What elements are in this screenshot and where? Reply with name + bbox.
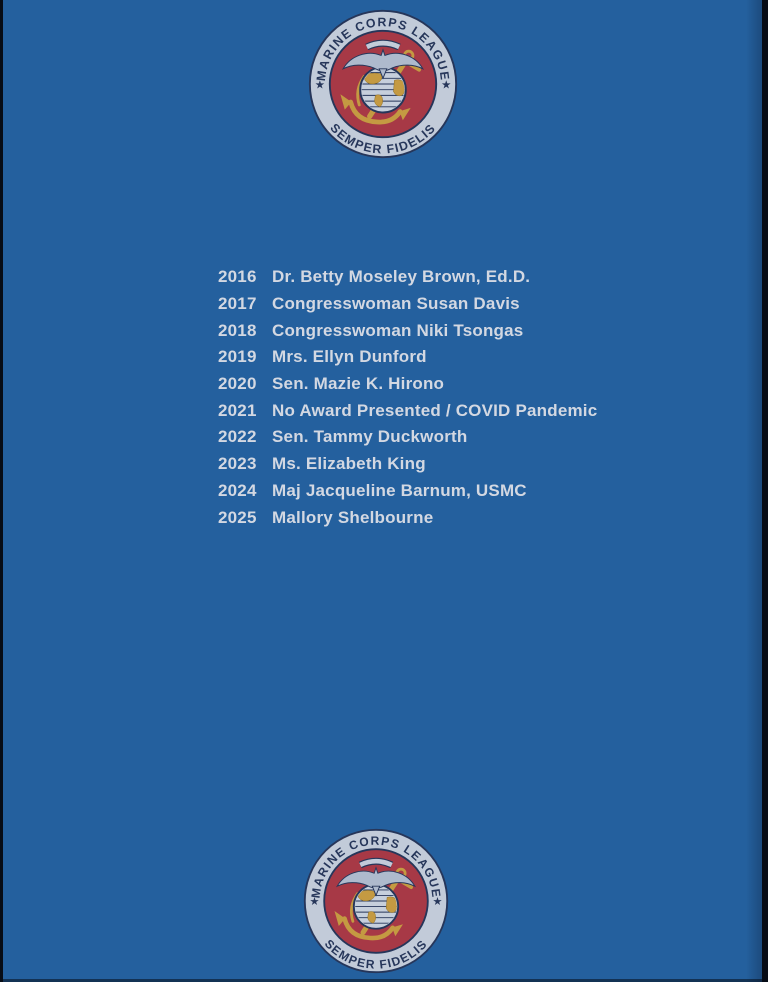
award-year: 2023 — [218, 454, 257, 474]
page-edge-right — [762, 0, 768, 982]
award-row — [218, 397, 597, 424]
award-year: 2024 — [218, 480, 257, 500]
award-year: 2021 — [218, 400, 257, 420]
award-row — [218, 344, 597, 371]
mcl-seal-top — [307, 8, 459, 160]
mcl-seal-logo — [302, 827, 450, 975]
award-year: 2022 — [218, 427, 257, 447]
award-recipient: Maj Jacqueline Barnum, USMC — [272, 480, 527, 500]
award-year: 2020 — [218, 374, 257, 394]
mcl-seal-logo — [307, 8, 459, 160]
mcl-seal-bottom — [302, 827, 450, 975]
award-year: 2019 — [218, 347, 257, 367]
award-year: 2017 — [218, 294, 257, 314]
page-right-shadow — [746, 0, 762, 982]
award-recipient: Ms. Elizabeth King — [272, 454, 426, 474]
page-edge-left — [0, 0, 3, 982]
awards-list — [218, 264, 597, 531]
award-row — [218, 317, 597, 344]
award-row — [218, 371, 597, 398]
award-recipient: Sen. Tammy Duckworth — [272, 427, 468, 447]
award-recipient: Congresswoman Susan Davis — [272, 294, 520, 314]
award-row — [218, 478, 597, 505]
award-year: 2016 — [218, 267, 257, 287]
award-year: 2025 — [218, 507, 257, 527]
award-row — [218, 264, 597, 291]
award-recipient: Mallory Shelbourne — [272, 507, 434, 527]
award-row — [218, 424, 597, 451]
award-row — [218, 451, 597, 478]
award-row — [218, 504, 597, 531]
award-recipient: No Award Presented / COVID Pandemic — [272, 400, 598, 420]
award-recipient: Sen. Mazie K. Hirono — [272, 374, 445, 394]
award-recipient: Congresswoman Niki Tsongas — [272, 320, 524, 340]
award-recipient: Mrs. Ellyn Dunford — [272, 347, 427, 367]
award-year: 2018 — [218, 320, 257, 340]
award-row — [218, 291, 597, 318]
award-recipient: Dr. Betty Moseley Brown, Ed.D. — [272, 267, 531, 287]
